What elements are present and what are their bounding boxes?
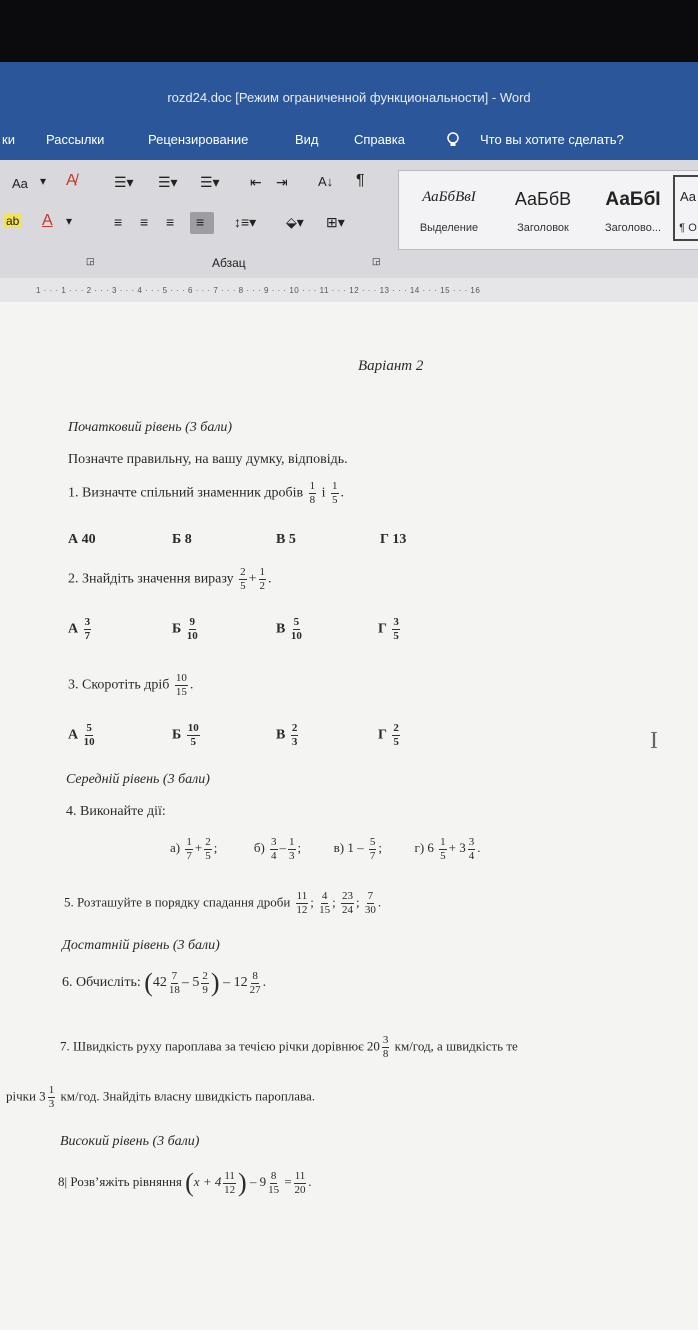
tell-me-search[interactable]: Что вы хотите сделать? (480, 132, 624, 147)
fraction: $\frac{1}{2}$ (259, 566, 266, 592)
align-right-icon[interactable]: ≡ (166, 214, 175, 230)
level-heading-3: Достатній рівень (3 бали) (62, 938, 220, 953)
pilcrow-icon[interactable]: ¶ (356, 172, 365, 189)
option-d: Г 13 (380, 532, 407, 547)
question-7-line-1: 7. Швидкість руху пароплава за течією річки дорівнює 20 $\frac{3}{8}$ км/год, а швидкість те (60, 1034, 518, 1060)
question-8: 8| Розв’яжіть рівняння (x + 4 $\frac{11}{12}$ ) – 9 $\frac{8}{15}$ = $\frac{11}{20}$ . (58, 1168, 312, 1197)
horizontal-ruler[interactable] (0, 278, 698, 303)
option-c: В $\frac{2}{3}$ (276, 722, 298, 748)
font-color-icon[interactable]: A (42, 212, 53, 229)
chevron-down-icon[interactable]: ▾ (40, 174, 47, 188)
style-heading-1[interactable] (587, 177, 679, 239)
lightbulb-icon[interactable] (446, 132, 460, 151)
fraction: $\frac{4}{15}$ (319, 890, 331, 916)
style-name: ¶ О (679, 222, 697, 234)
clear-format-icon[interactable]: A̸ (66, 172, 77, 189)
title-bar (0, 62, 698, 120)
option-c: В $\frac{5}{10}$ (276, 616, 302, 642)
level-heading-1: Початковий рівень (3 бали) (68, 420, 233, 435)
tab-home[interactable]: ки (2, 132, 15, 147)
tab-help[interactable]: Справка (354, 132, 405, 147)
justify-icon: ≡ (196, 214, 205, 230)
ruler-numbers: 1 · · · 1 · · · 2 · · · 3 · · · 4 · · · 5 · · · 6 · · · 7 · · · 8 · · · 9 · · · 10 · · · 11 · · · 12 · · · 13 · · · 14 · · · 15 · · · 16 (36, 286, 481, 295)
option-a: А $\frac{3}{7}$ (68, 616, 91, 642)
fraction: $\frac{11}{12}$ (296, 890, 308, 916)
question-1: 1. Визначте спільний знаменник дробів $\frac{1}{8}$ і $\frac{1}{5}$ . (68, 480, 345, 506)
decrease-indent-icon[interactable]: ⇤ (250, 174, 262, 190)
item-b: б) $\frac{3}{4}$ – $\frac{1}{3}$ ; (253, 836, 302, 862)
question-5-text: 5. Розташуйте в порядку спадання дроби (64, 894, 291, 910)
increase-indent-icon[interactable]: ⇥ (276, 174, 288, 190)
item-d: г) 6 $\frac{1}{5}$ + 3 $\frac{3}{4}$ . (414, 836, 481, 862)
style-preview: АаБбВ (514, 189, 572, 209)
fraction: $\frac{10}{15}$ (175, 672, 187, 698)
option-b: Б $\frac{10}{5}$ (172, 722, 199, 748)
level-heading-2: Середній рівень (3 бали) (66, 772, 210, 787)
question-4-text: 4. Виконайте дії: (66, 804, 166, 819)
instruction-text: Позначте правильну, на вашу думку, відповідь. (68, 452, 348, 467)
question-7-line-2: річки 3 $\frac{1}{3}$ км/год. Знайдіть власну швидкість пароплава. (6, 1084, 316, 1110)
fraction: $\frac{23}{24}$ (341, 890, 353, 916)
style-normal[interactable] (673, 175, 698, 241)
ribbon (0, 160, 698, 279)
level-heading-4: Високий рівень (3 бали) (60, 1134, 200, 1149)
shading-icon[interactable]: ⬙▾ (286, 214, 304, 230)
question-3: 3. Скоротіть дріб $\frac{10}{15}$ . (68, 672, 194, 698)
window-title: rozd24.doc [Режим ограниченной функциональности] - Word (167, 90, 531, 105)
tab-mailings[interactable]: Рассылки (46, 132, 105, 147)
question-1-text: 1. Визначте спільний знаменник дробів (68, 485, 304, 501)
align-left-icon[interactable]: ≡ (114, 214, 123, 230)
align-center-icon[interactable]: ≡ (140, 214, 149, 230)
line-spacing-icon[interactable]: ↕≡▾ (234, 214, 257, 230)
change-case-button[interactable]: Aa (12, 176, 28, 191)
option-a: А 40 (68, 532, 96, 547)
question-3-text: 3. Скоротіть дріб (68, 677, 170, 693)
option-b: Б 8 (172, 532, 192, 547)
option-b: Б $\frac{9}{10}$ (172, 616, 198, 642)
bullets-icon[interactable]: ☰▾ (114, 174, 134, 190)
paragraph-launcher-icon[interactable]: ◲ (372, 256, 381, 266)
question-6-text: 6. Обчисліть: (62, 975, 141, 991)
variant-title: Варіант 2 (358, 358, 424, 374)
styles-gallery (398, 170, 698, 250)
style-heading[interactable] (497, 177, 589, 239)
style-preview: АаБбВвІ (422, 189, 476, 205)
option-a: А $\frac{5}{10}$ (68, 722, 95, 748)
text-cursor-icon: I (650, 728, 658, 754)
question-5: 5. Розташуйте в порядку спадання дроби $\frac{11}{12}$ ; $\frac{4}{15}$ ; $\frac{23}{24}$ ; $\frac{7}{30}$ . (64, 890, 382, 916)
fraction: $\frac{2}{5}$ (240, 566, 246, 592)
question-4-items (170, 836, 481, 863)
tab-view[interactable]: Вид (295, 132, 319, 147)
paragraph-group-label: Абзац (212, 256, 246, 270)
chevron-down-icon[interactable]: ▾ (66, 214, 73, 228)
multilevel-list-icon[interactable]: ☰▾ (200, 174, 220, 190)
style-emphasis[interactable] (403, 177, 495, 239)
tab-review[interactable]: Рецензирование (148, 132, 249, 147)
style-name: Заголово... (604, 222, 662, 234)
option-c: В 5 (276, 532, 296, 547)
ribbon-tabs (0, 120, 698, 160)
option-d: Г $\frac{3}{5}$ (378, 616, 399, 642)
style-preview: Аа (679, 189, 697, 204)
question-8-text: 8| Розв’яжіть рівняння (58, 1173, 182, 1189)
option-d: Г $\frac{2}{5}$ (378, 722, 399, 748)
question-2-text: 2. Знайдіть значення виразу (68, 571, 234, 587)
question-6: 6. Обчисліть: (42 $\frac{7}{18}$ – 5 $\frac{2}{9}$ ) – 12 $\frac{8}{27}$ . (62, 968, 267, 997)
font-launcher-icon[interactable]: ◲ (86, 256, 95, 266)
numbering-icon[interactable]: ☰▾ (158, 174, 178, 190)
item-c: в) 1 – $\frac{5}{7}$ ; (333, 836, 382, 862)
question-2: 2. Знайдіть значення виразу $\frac{2}{5}$ + $\frac{1}{2}$ . (68, 566, 272, 592)
item-a: а) $\frac{1}{7}$ + $\frac{2}{5}$ ; (170, 836, 218, 862)
fraction: $\frac{1}{5}$ (332, 480, 338, 506)
sort-icon[interactable]: A↓ (318, 174, 334, 189)
style-name: Выделение (419, 222, 479, 234)
style-name: Заголовок (517, 222, 569, 234)
fraction: $\frac{7}{30}$ (364, 890, 376, 916)
fraction: $\frac{1}{8}$ (309, 480, 316, 506)
style-preview: АаБбІ (605, 189, 661, 210)
highlight-icon[interactable]: ab (6, 214, 20, 228)
conjunction: і (321, 485, 326, 501)
borders-icon[interactable]: ⊞▾ (326, 214, 345, 230)
